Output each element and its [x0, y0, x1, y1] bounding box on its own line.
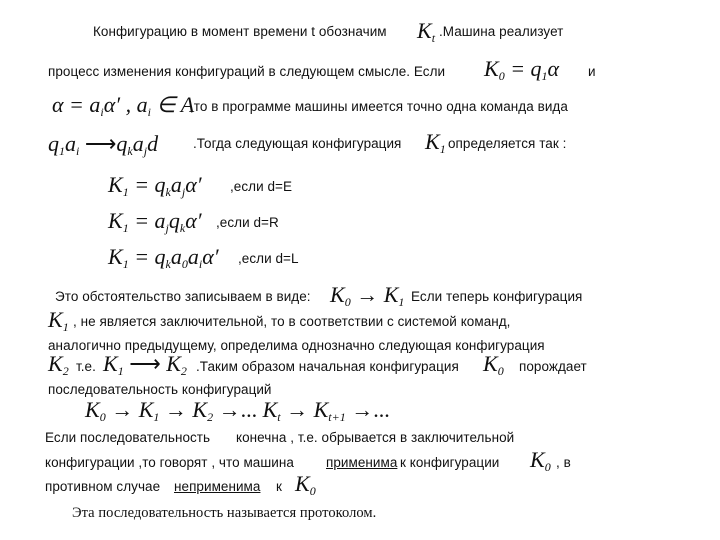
math-K2: $K_2$: [48, 351, 69, 378]
text-line-4: .Тогда следующая конфигурация: [193, 136, 402, 151]
text-line-3: ,то в программе машины имеется точно одна команда вида: [190, 99, 568, 114]
math-K0-to-K1: $K_0 \to K_1$: [330, 282, 405, 309]
math-case-E: $K_1 = q_ka_j\alpha'$: [108, 172, 202, 199]
text-line-11b: к конфигурации: [400, 455, 500, 470]
case-L-label: ,если d=L: [238, 251, 299, 266]
math-K0-e: $K_0$: [295, 471, 316, 498]
text-applicable: применима: [326, 455, 398, 470]
math-K0-d: $K_0$: [530, 447, 551, 474]
text-line-4b: определяется так :: [448, 136, 567, 151]
text-line-7: аналогично предыдущему, определима однозначно следующая конфигурация: [48, 338, 545, 353]
case-R-label: ,если d=R: [216, 215, 279, 230]
text-line-12a: противном случае: [45, 479, 161, 494]
text-line-2: процесс изменения конфигураций в следующем смысле. Если: [48, 64, 446, 79]
text-line-5b: Если теперь конфигурация: [411, 289, 583, 304]
math-sequence: $K_0 \to K_1 \to K_2$ →... $K_t \to K_{t+1}$ →...: [85, 397, 390, 424]
text-line-10a: Если последовательность: [45, 430, 211, 445]
text-line-10b: конечна , т.е. обрывается в заключительной: [236, 430, 515, 445]
text-line-11a: конфигурации ,то говорят , что машина: [45, 455, 294, 470]
math-alpha-def: $\alpha = a_i\alpha'$ , $a_i$ ∈ A: [52, 92, 195, 119]
text-line-2b: и: [588, 64, 596, 79]
text-line-12b: к: [276, 479, 282, 494]
text-line-13: Эта последовательность называется протоколом.: [72, 505, 377, 521]
text-line-8b: .Таким образом начальная конфигурация: [196, 359, 459, 374]
text-line-1: Конфигурацию в момент времени t обозначим: [93, 24, 387, 39]
case-E-label: ,если d=E: [230, 179, 293, 194]
math-case-R: $K_1 = a_jq_k\alpha'$: [108, 208, 202, 235]
text-line-5: Это обстоятельство записываем в виде:: [55, 289, 311, 304]
math-Kt: $K_t$: [417, 18, 436, 45]
text-line-11c: , в: [556, 455, 571, 470]
text-line-9: последовательность конфигураций: [48, 382, 272, 397]
text-line-1b: .Машина реализует: [439, 24, 564, 39]
math-K0-def: $K_0 = q_1\alpha$: [484, 56, 560, 83]
text-line-8a: т.е.: [76, 359, 96, 374]
math-K1-to-K2: $K_1$ ⟶ $K_2$: [103, 351, 187, 378]
math-command: $q_1a_i$ $⟶q_ka_jd$: [48, 131, 159, 158]
text-not-applicable: неприменима: [174, 479, 261, 494]
text-line-8c: порождает: [519, 359, 587, 374]
math-case-L: $K_1 = q_ka_0a_i\alpha'$: [108, 244, 219, 271]
math-K1: $K_1$: [425, 129, 446, 156]
math-K0-c: $K_0$: [483, 351, 504, 378]
math-K1-b: $K_1$: [48, 307, 69, 334]
text-line-6: , не является заключительной, то в соответствии с системой команд,: [73, 314, 511, 329]
